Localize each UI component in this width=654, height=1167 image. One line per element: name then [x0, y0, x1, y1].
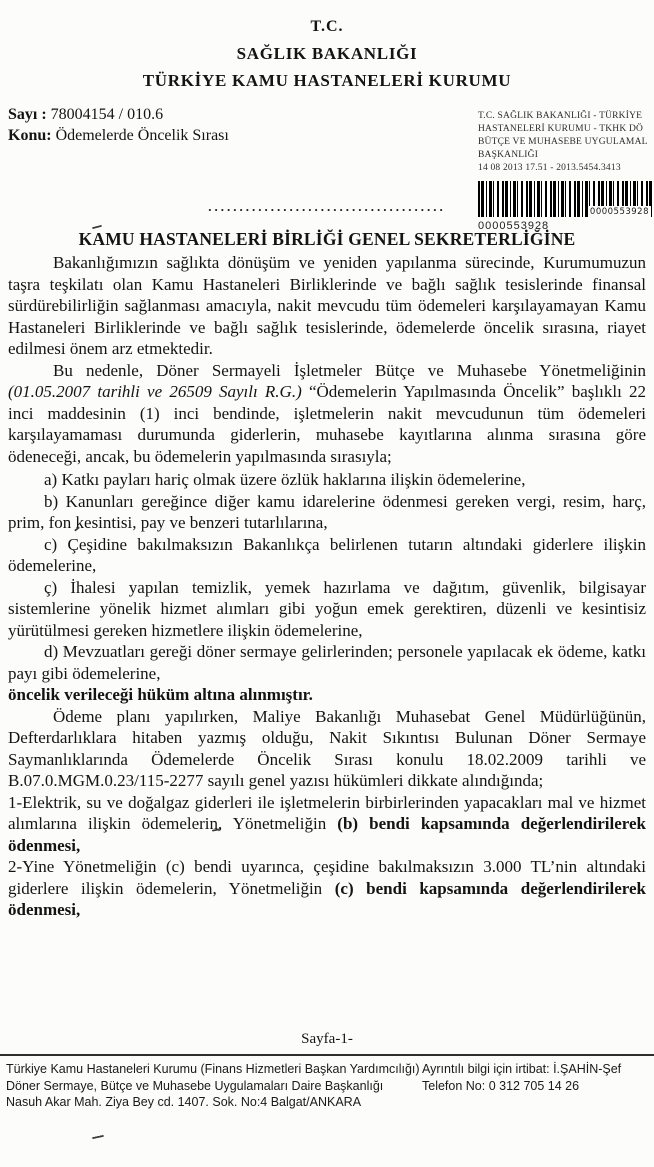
paragraph-intro: Bakanlığımızın sağlıkta dönüşüm ve yeniden yapılanma sürecinde, Kurumumuzun taşra teşkilatı olan Kamu Hastaneleri Birliklerinde ve bağlı sağlık tesislerinde finansal sürdürebilirliğin sağlanması amacıyla, nakit mevcudu tüm ödemeleri karşılayamayan Kamu Hastaneleri Birliklerinde ve bağlı sağlık tesislerinde, ödemelerde öncelik sırasına, riayet edilmesi önem arz etmektedir. [8, 253, 646, 358]
list-item-d: d) Mevzuatları gereği döner sermaye gelirlerinden; personele yapılacak ek ödeme, katkı payı gibi ödemelerine, [8, 642, 646, 683]
stamp-datetime: 14 08 2013 17.51 - 2013.5454.3413 [478, 163, 621, 173]
list-item-c-cedilla: ç) İhalesi yapılan temizlik, yemek hazırlama ve dağıtım, güvenlik, bilgisayar sistemlerine yönelik hizmet alımları gibi yoğun emek gerektiren, düzenli ve kesintisiz yürütülmesi gereken hizmetlere ilişkin ödemelerine, [8, 577, 646, 640]
stamp-line-3: BÜTÇE VE MUHASEBE UYGULAMAL [478, 137, 648, 147]
numbered-item-2 [8, 856, 646, 921]
barcode-number: 0000553928 [478, 220, 550, 232]
konu-value: Ödemelerde Öncelik Sırası [55, 127, 229, 144]
list-item-a: a) Katkı payları hariç olmak üzere özlük haklarına ilişkin ödemelerine, [44, 470, 526, 489]
stamp-line-2: HASTANELERİ KURUMU - TKHK DÖ [478, 124, 644, 134]
letterhead-tc: T.C. [310, 18, 344, 35]
addressee-title: KAMU HASTANELERİ BİRLİĞİ GENEL SEKRETERLİĞİNE [78, 229, 576, 249]
footer-contact-block [422, 1061, 650, 1094]
letterhead [0, 0, 654, 94]
footer-contact-line: Ayrıntılı bilgi için irtibat: İ.ŞAHİN-Şef [422, 1062, 622, 1076]
list-item-c: c) Çeşidine bakılmaksızın Bakanlıkça belirlenen tutarın altındaki giderlere ilişkin ödemelerine, [8, 534, 646, 575]
scan-artifact [92, 1135, 104, 1139]
sayi-value: 78004154 / 010.6 [50, 106, 164, 123]
footer-street-line: Nasuh Akar Mah. Ziya Bey cd. 1407. Sok. No:4 Balgat/ANKARA [6, 1095, 362, 1109]
stamp-line-1: T.C. SAĞLIK BAKANLIĞI - TÜRKİYE [478, 111, 643, 121]
footer-org-line: Türkiye Kamu Hastaneleri Kurumu (Finans Hizmetleri Başkan Yardımcılığı) [6, 1062, 420, 1076]
list-item-b: b) Kanunları gereğince diğer kamu idarelerine ödenmesi gereken vergi, resim, harç, prim, fon kesintisi, pay ve benzeri tutarlılarına, [8, 491, 646, 532]
footer [0, 1054, 654, 1111]
paragraph-payment-plan: Ödeme planı yapılırken, Maliye Bakanlığı Muhasebat Genel Müdürlüğünün, Defterdarlıklara hitaben yazmış olduğu, Nakit Sıkıntısı Bulunan Döner Sermaye Saymanlıklarında Ödemelerde Öncelik Sırası konulu 18.02.2009 tarihli ve B.07.0.MGM.0.23/115-2277 sayılı genel yazısı hükümleri dikkate alındığında; [8, 706, 646, 790]
letterhead-institution: TÜRKİYE KAMU HASTANELERİ KURUMU [142, 71, 512, 90]
paragraph-regulation-post: “Ödemelerin Yapılmasında Öncelik” başlıklı 22 inci maddesinin (1) inci bendinde, işletmelerin nakit mevcudunun tüm ödemeleri karşılayamaması durumunda giderlerin, muhasebe kayıtlarına alınma sırasına göre ödeneceği, ancak, bu ödemelerin yapılmasında sırasıyla; [8, 382, 646, 466]
footer-dept-line: Döner Sermaye, Bütçe ve Muhasebe Uygulamaları Daire Başkanlığı [6, 1078, 384, 1093]
stamp-line-4: BAŞKANLIĞI [478, 150, 539, 160]
addressee-dots: ...................................... [208, 199, 446, 214]
numbered-item-2-bold: (c) bendi kapsamında değerlendirilerek ödenmesi, [8, 878, 647, 919]
registration-stamp [478, 110, 654, 233]
footer-address-block [6, 1061, 422, 1111]
numbered-item-1-text: 1-Elektrik, su ve doğalgaz giderleri ile işletmelerin birbirlerinden yapacakları mal ve hizmet alımlarına ilişkin ödemelerin, Yönetmeliğin [8, 792, 646, 833]
paragraph-regulation-pre: Bu nedenle, Döner Sermayeli İşletmeler Bütçe ve Muhasebe Yönetmeliğinin [53, 360, 646, 380]
paragraph-regulation-citation: (01.05.2007 tarihli ve 26509 Sayılı R.G.) [8, 382, 302, 401]
page-number: Sayfa-1- [301, 1031, 353, 1047]
konu-label: Konu: [8, 127, 52, 144]
numbered-item-1-bold: (b) bendi kapsamında değerlendirilerek ödenmesi, [8, 814, 646, 855]
footer-phone-line: Telefon No: 0 312 705 14 26 [422, 1078, 580, 1093]
numbered-item-2-text: 2-Yine Yönetmeliğin (c) bendi uyarınca, çeşidine bakılmaksızın 3.000 TL’nin altındaki giderlere ilişkin ödemelerin, Yönetmeliğin [8, 857, 646, 898]
paragraph-regulation [8, 360, 646, 468]
letterhead-ministry: SAĞLIK BAKANLIĞI [236, 44, 418, 63]
emphasis-line: öncelik verileceği hüküm altına alınmıştır. [8, 685, 313, 704]
barcode-image [478, 181, 654, 217]
sayi-label: Sayı : [8, 106, 47, 123]
barcode-number-overlay: 0000553928 [589, 207, 649, 217]
priority-list [8, 469, 646, 684]
numbered-item-1 [8, 792, 646, 857]
letter-body [8, 252, 646, 921]
